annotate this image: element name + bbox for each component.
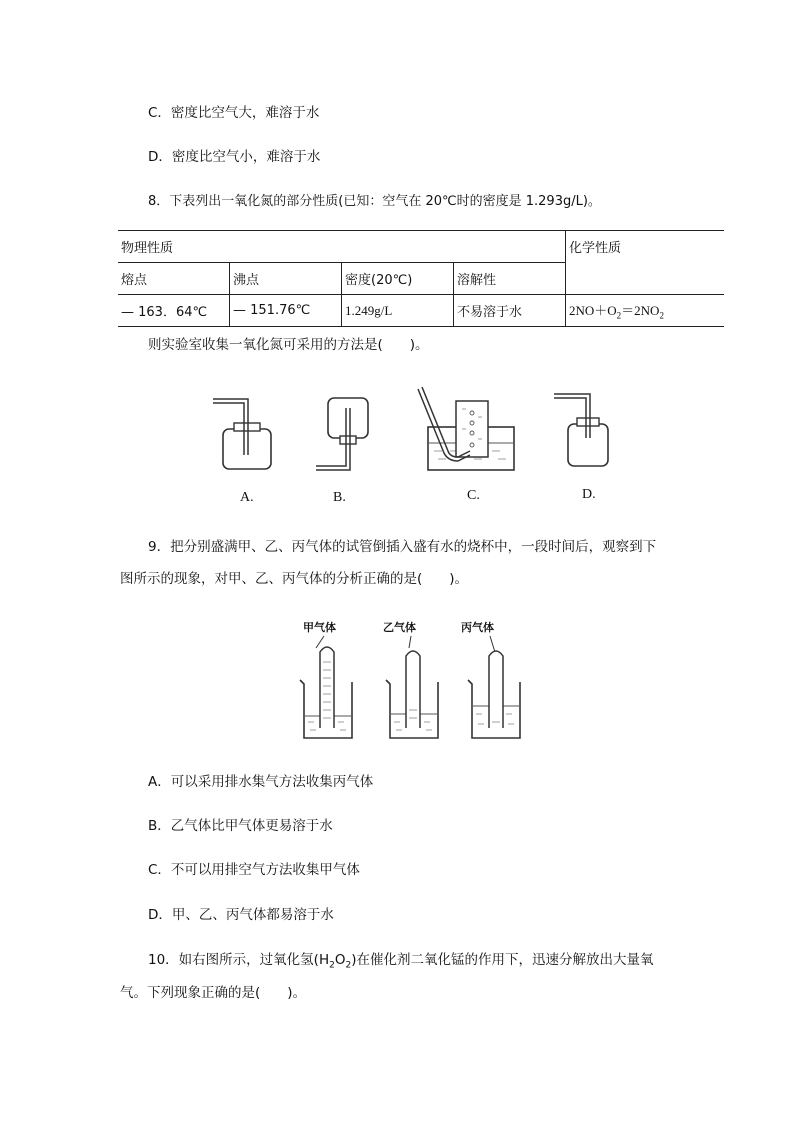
physical-properties-header: 物理性质 [118,231,566,263]
gas-test-tubes-diagram [294,634,534,744]
val-solubility: 不易溶于水 [454,295,566,327]
col-density: 密度(20℃) [342,263,454,295]
apparatus-d-diagram [550,388,620,483]
q9-option-c: C．不可以用排空气方法收集甲气体 [148,862,360,878]
gas-jia-label: 甲气体 [303,621,336,634]
val-density: 1.249g/L [342,295,454,327]
chemical-equation: $2NO+O_2=2NO_2$ [566,295,725,327]
chemical-properties-header: 化学性质 [566,231,725,295]
q9-stem-line2: 图所示的现象，对甲、乙、丙气体的分析正确的是( )。 [120,571,469,587]
apparatus-b-label: B. [333,490,346,505]
no-properties-table [118,230,724,327]
val-boiling-point: — 151.76℃ [230,295,342,327]
apparatus-b-diagram [312,390,382,485]
col-boiling-point: 沸点 [230,263,342,295]
q9-option-b: B．乙气体比甲气体更易溶于水 [148,818,333,834]
col-solubility: 溶解性 [454,263,566,295]
q7-option-c: C．密度比空气大，难溶于水 [148,105,320,121]
col-melting-point: 熔点 [118,263,230,295]
q7-option-d: D．密度比空气小，难溶于水 [148,149,321,165]
q10-stem-line2: 气。下列现象正确的是( )。 [120,985,307,1001]
gas-yi-label: 乙气体 [383,621,416,634]
apparatus-c-label: C. [467,488,480,503]
apparatus-a-label: A. [240,490,254,505]
q8-stem: 8．下表列出一氧化氮的部分性质(已知：空气在 20℃时的密度是 1.293g/L)。 [148,194,601,209]
q9-option-a: A．可以采用排水集气方法收集丙气体 [148,774,374,790]
gas-bing-label: 丙气体 [461,621,494,634]
val-melting-point: — 163．64℃ [118,295,230,327]
q9-option-d: D．甲、乙、丙气体都易溶于水 [148,907,334,923]
apparatus-d-label: D. [582,487,596,502]
q8-question: 则实验室收集一氧化氮可采用的方法是( )。 [148,337,429,353]
q10-stem-line1: 10．如右图所示，过氧化氢$(H_2O_2)$在催化剂二氧化锰的作用下，迅速分解放出大量氧 [148,952,654,971]
q9-stem-line1: 9．把分别盛满甲、乙、丙气体的试管倒插入盛有水的烧杯中，一段时间后，观察到下 [148,539,657,555]
apparatus-a-diagram [208,393,278,488]
apparatus-c-diagram [414,385,524,480]
